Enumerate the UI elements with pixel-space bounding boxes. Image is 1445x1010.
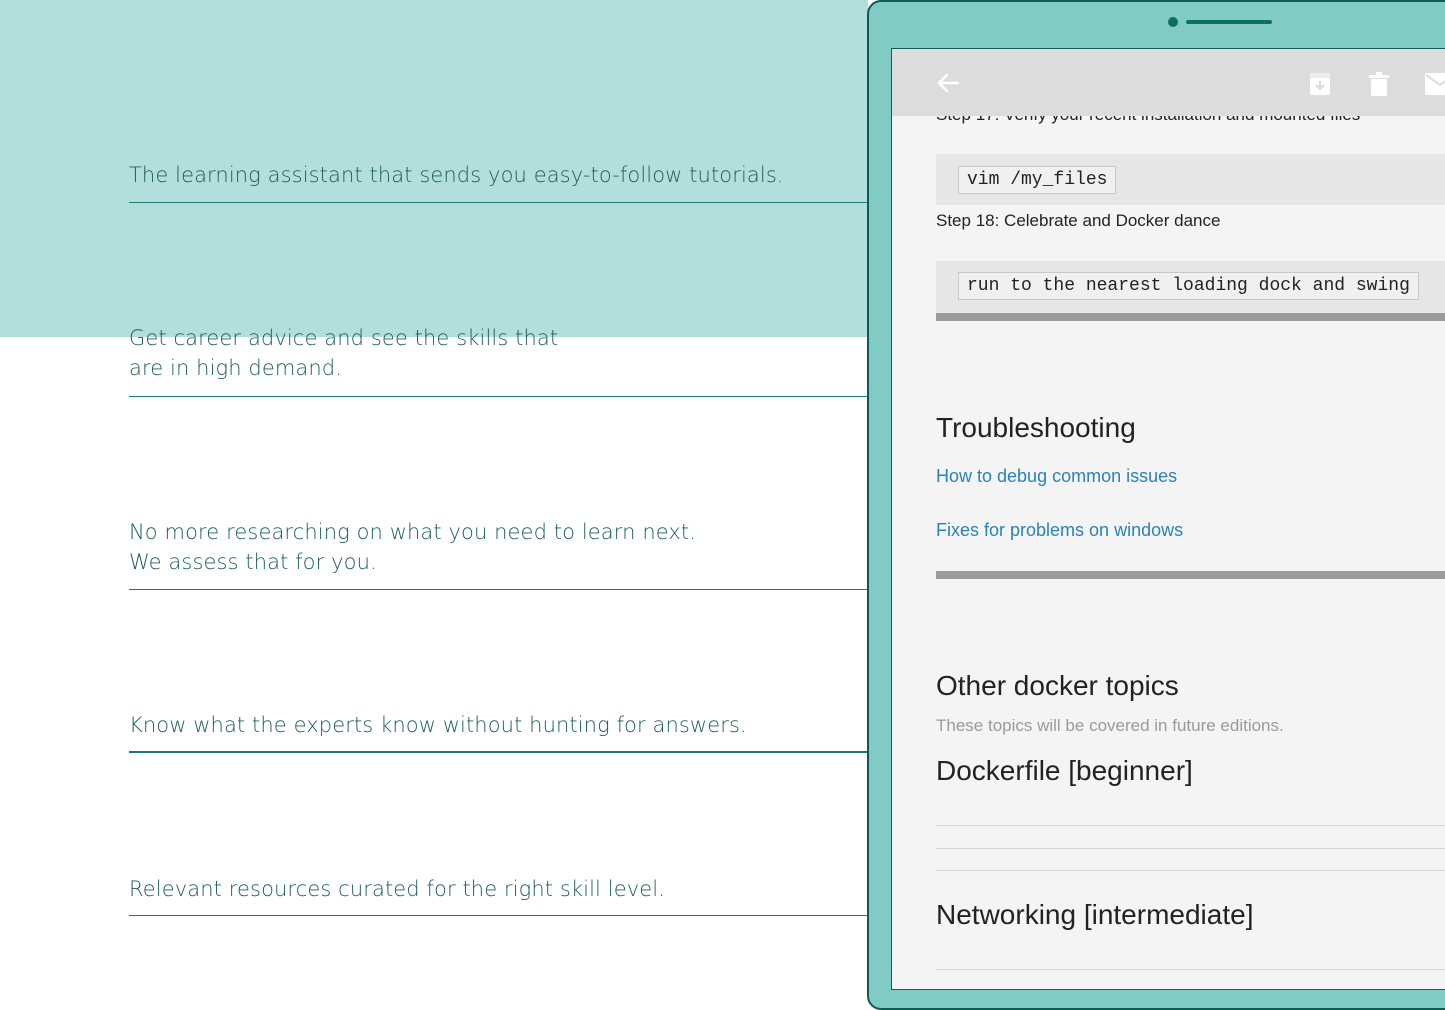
connector-line-4 xyxy=(129,751,912,753)
feature-4-line: Know what the experts know without hunting for answers. xyxy=(129,713,747,737)
topic-divider-4 xyxy=(936,969,1445,970)
feature-text-5 xyxy=(129,874,665,904)
section-divider-2 xyxy=(936,571,1445,579)
feature-text-1 xyxy=(129,160,784,190)
feature-text-4 xyxy=(129,710,747,740)
speaker-slot xyxy=(1186,20,1272,24)
feature-1-line: The learning assistant that sends you easy-to-follow tutorials. xyxy=(129,163,784,187)
code-block-step-18 xyxy=(936,261,1445,313)
connector-line-3 xyxy=(129,589,912,590)
topic-divider-1 xyxy=(936,825,1445,826)
code-block-step-17 xyxy=(936,154,1445,205)
code-step-17: vim /my_files xyxy=(958,166,1116,194)
topic-divider-3 xyxy=(936,870,1445,871)
feature-text-3 xyxy=(129,517,696,577)
troubleshooting-title: Troubleshooting xyxy=(936,412,1136,443)
feature-5-line: Relevant resources curated for the right skill level. xyxy=(129,877,665,901)
feature-text-2 xyxy=(129,323,558,383)
connector-line-2 xyxy=(129,396,912,397)
topic-divider-2 xyxy=(936,848,1445,849)
topic-dockerfile: Dockerfile [beginner] xyxy=(936,755,1193,786)
feature-3-line-2: We assess that for you. xyxy=(129,550,377,574)
app-bar xyxy=(892,49,1445,116)
other-topics-subtitle: These topics will be covered in future editions. xyxy=(936,716,1284,735)
connector-line-5 xyxy=(129,915,912,916)
step-18-label: Step 18: Celebrate and Docker dance xyxy=(936,211,1221,230)
connector-line-1 xyxy=(129,202,912,203)
section-divider-1 xyxy=(936,313,1445,321)
tablet-screen xyxy=(891,48,1445,990)
link-debug-common-issues[interactable]: How to debug common issues xyxy=(936,466,1178,486)
code-step-18: run to the nearest loading dock and swing xyxy=(958,272,1419,300)
feature-2-line-2: are in high demand. xyxy=(129,356,342,380)
link-fixes-windows[interactable]: Fixes for problems on windows xyxy=(936,520,1184,540)
camera-dot xyxy=(1168,17,1178,27)
feature-2-line-1: Get career advice and see the skills that xyxy=(129,326,559,350)
other-topics-title: Other docker topics xyxy=(936,670,1179,701)
feature-3-line-1: No more researching on what you need to learn next. xyxy=(129,520,697,544)
topic-networking: Networking [intermediate] xyxy=(936,899,1254,930)
